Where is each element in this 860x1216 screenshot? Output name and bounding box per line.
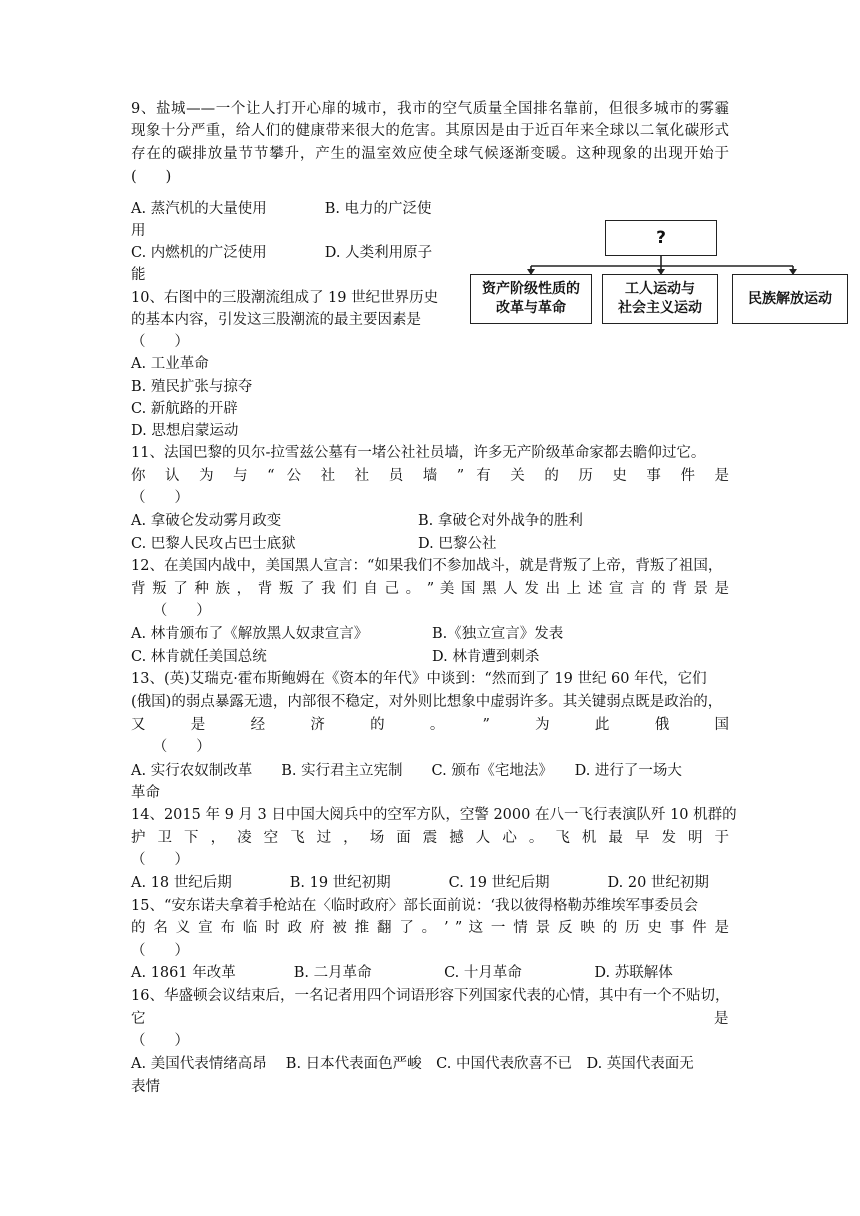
q12-option-a: A. 林肯颁布了《解放黑人奴隶宣言》 [131, 626, 369, 642]
q13-line-2: (俄国)的弱点暴露无遗，内部很不稳定，对外则比想象中虚弱许多。其关键弱点既是政治的， [131, 694, 723, 710]
q15-line-1: 15、“安东诺夫拿着手枪站在〈临时政府〉部长面前说：‘我以彼得格勒苏维埃军事委员会 [131, 898, 698, 914]
diagram-box1-line-2: 改革与革命 [496, 300, 566, 316]
q16-line-2-end: 是 [714, 1011, 729, 1027]
three-trends-diagram [470, 214, 850, 326]
q11-line-2: 你 认 为 与 “ 公 社 社 员 墙 ” 有 关 的 历 史 事 件 是 [131, 468, 729, 484]
q12-option-c: C. 林肯就任美国总统 [131, 649, 267, 665]
q10-line-1: 10、右图中的三股潮流组成了 19 世纪世界历史 [131, 290, 439, 306]
q13-answer-bracket: （ ） [131, 739, 211, 755]
q16-line-2-start: 它 [131, 1011, 146, 1027]
q12-option-d: D. 林肯遭到刺杀 [432, 649, 540, 665]
q11-answer-bracket: （ ） [131, 490, 189, 506]
q16-options-wrap: 表情 [131, 1079, 160, 1095]
q14-options: A. 18 世纪后期 B. 19 世纪初期 C. 19 世纪后期 D. 20 世纪初期 [131, 875, 709, 891]
q9-options-ab-wrap: 用 [131, 223, 146, 239]
q9-options-ab: A. 蒸汽机的大量使用 B. 电力的广泛使 [131, 201, 432, 217]
q10-option-d: D. 思想启蒙运动 [131, 423, 239, 439]
q9-line-2: 现象十分严重，给人们的健康带来很大的危害。其原因是由于近百年来全球以二氧化碳形式 [131, 123, 729, 139]
q9-answer-bracket: ( ) [131, 169, 172, 185]
q16-line-1: 16、华盛顿会议结束后，一名记者用四个词语形容下列国家代表的心情，其中有一个不贴切， [131, 988, 730, 1004]
q12-line-1: 12、在美国内战中，美国黑人宣言：“如果我们不参加战斗，就是背叛了上帝，背叛了祖国， [131, 558, 723, 574]
q13-line-1: 13、(英)艾瑞克·霍布斯鲍姆在《资本的年代》中谈到：“然而到了 19 世纪 60 年代，它们 [131, 671, 707, 687]
q11-option-b: B. 拿破仑对外战争的胜利 [418, 513, 583, 529]
q16-answer-bracket: （ ） [131, 1033, 189, 1049]
q12-line-2: 背 叛 了 种 族 ， 背 叛 了 我 们 自 己 。 ” 美 国 黑 人 发 出 上 述 宣 言 的 背 景 是 [131, 581, 729, 597]
diagram-box1-line-1: 资产阶级性质的 [482, 281, 580, 297]
q15-answer-bracket: （ ） [131, 943, 189, 959]
q10-option-c: C. 新航路的开辟 [131, 401, 238, 417]
q9-line-3: 存在的碳排放量节节攀升，产生的温室效应使全球气候逐渐变暖。这种现象的出现开始于 [131, 146, 729, 162]
q15-options: A. 1861 年改革 B. 二月革命 C. 十月革命 D. 苏联解体 [131, 965, 673, 981]
diagram-bourgeois-revolution-box [470, 274, 592, 324]
diagram-box2-line-2: 社会主义运动 [618, 300, 702, 316]
q12-answer-bracket: （ ） [131, 603, 211, 619]
q14-line-2: 护 卫 下 ， 凌 空 飞 过 ， 场 面 震 撼 人 心 。 飞 机 最 早 发 明 于 [131, 830, 729, 846]
q13-options-wrap: 革命 [131, 785, 160, 801]
q15-line-2: 的 名 义 宣 布 临 时 政 府 被 推 翻 了 。 ’ ” 这 一 情 景 反 映 的 历 史 事 件 是 [131, 920, 729, 936]
q10-line-2: 的基本内容，引发这三股潮流的最主要因素是 [131, 312, 421, 328]
q13-line-3: 又 是 经 济 的 。 ” 为 此 俄 国 [131, 717, 729, 733]
diagram-unknown-cause-box: ? [605, 220, 717, 256]
q14-line-1: 14、2015 年 9 月 3 日中国大阅兵中的空军方队，空警 2000 在八一飞行表演队歼 10 机群的 [131, 807, 737, 823]
q13-options: A. 实行农奴制改革 B. 实行君主立宪制 C. 颁布《宅地法》 D. 进行了一场大 [131, 763, 682, 779]
q9-options-cd: C. 内燃机的广泛使用 D. 人类利用原子 [131, 245, 433, 261]
q10-option-a: A. 工业革命 [131, 356, 209, 372]
diagram-national-liberation-box: 民族解放运动 [732, 274, 848, 324]
q11-option-c: C. 巴黎人民攻占巴士底狱 [131, 536, 296, 552]
q14-answer-bracket: （ ） [131, 852, 189, 868]
q11-line-1: 11、法国巴黎的贝尔-拉雪兹公墓有一堵公社社员墙，许多无产阶级革命家都去瞻仰过它。 [131, 445, 706, 461]
diagram-box2-line-1: 工人运动与 [625, 281, 695, 297]
q10-answer-bracket: （ ） [131, 334, 189, 350]
q11-option-d: D. 巴黎公社 [418, 536, 497, 552]
diagram-workers-movement-box [602, 274, 718, 324]
q9-line-1: 9、盐城——一个让人打开心扉的城市，我市的空气质量全国排名靠前，但很多城市的雾霾 [131, 101, 729, 117]
q16-options: A. 美国代表情绪高昂 B. 日本代表面色严峻 C. 中国代表欣喜不已 D. 英国代表面无 [131, 1056, 694, 1072]
q11-option-a: A. 拿破仑发动雾月政变 [131, 513, 282, 529]
q10-option-b: B. 殖民扩张与掠夺 [131, 379, 253, 395]
q12-option-b: B.《独立宣言》发表 [432, 626, 564, 642]
q9-options-cd-wrap: 能 [131, 267, 146, 283]
